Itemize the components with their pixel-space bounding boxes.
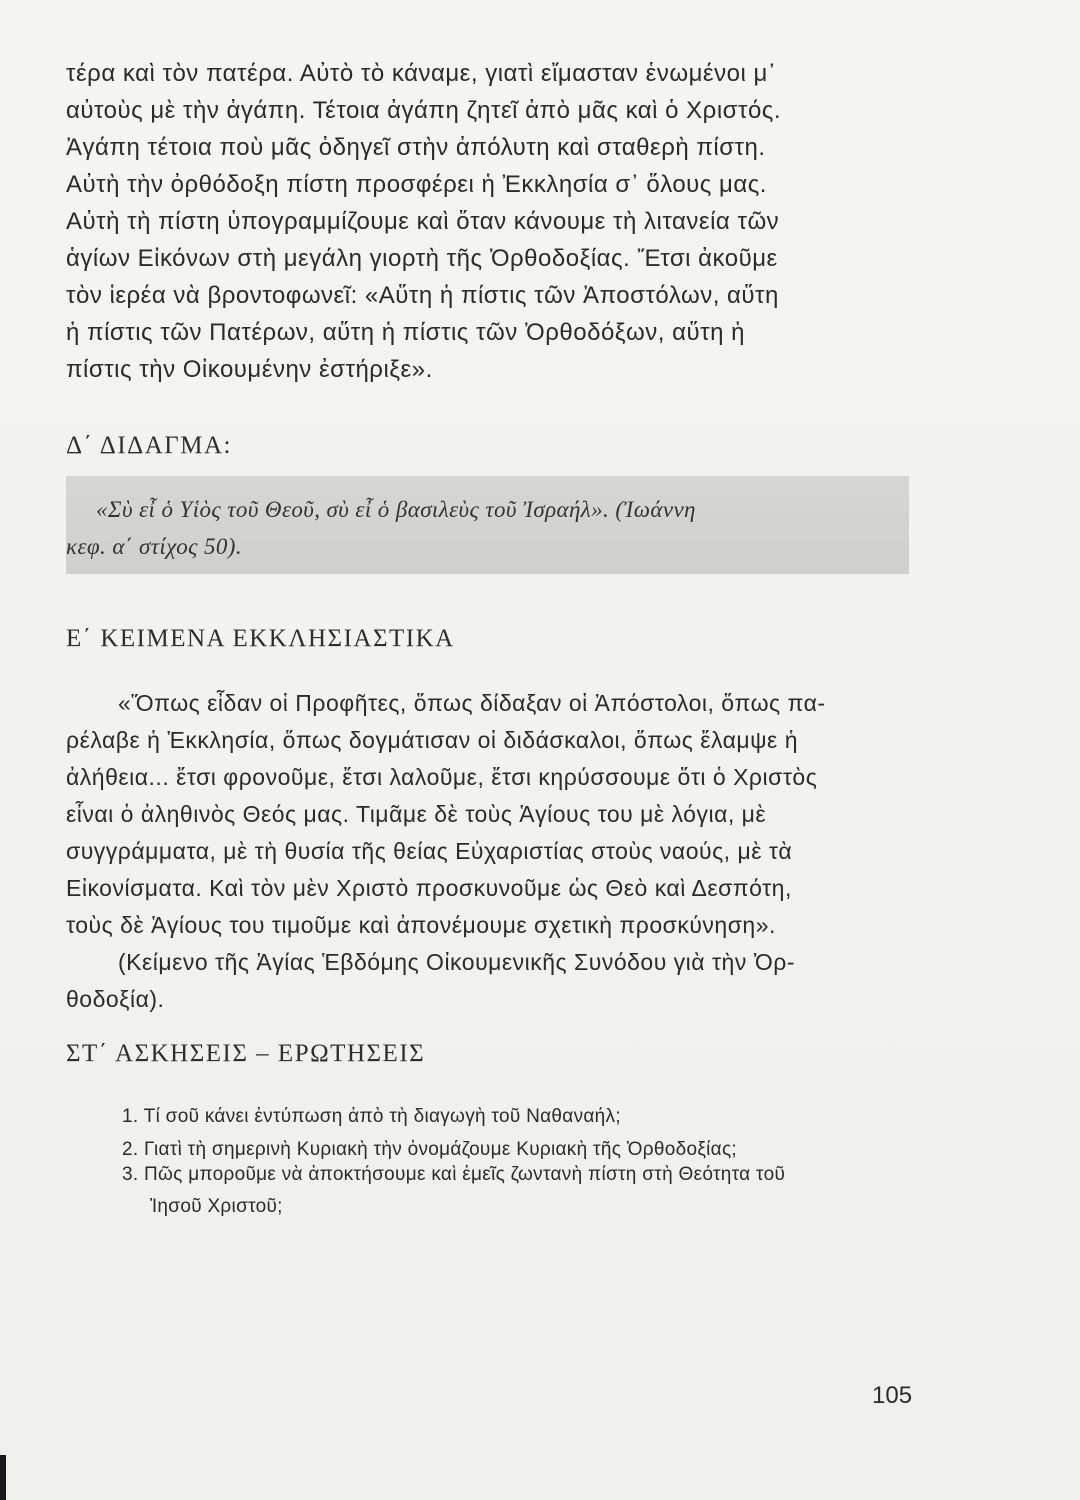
text-line: ρέλαβε ἡ Ἐκκλησία, ὅπως δογμάτισαν οἱ διδάσκαλοι, ὅπως ἔλαμψε ἡ [66,727,798,753]
question-item: Ἰησοῦ Χριστοῦ; [150,1196,283,1217]
text-line: ἀλήθεια... ἔτσι φρονοῦμε, ἔτσι λαλοῦμε, ἔτσι κηρύσσουμε ὅτι ὁ Χριστὸς [66,764,818,790]
quote-line: κεφ. α΄ στίχος 50). [66,534,243,559]
quote-line: «Σὺ εἶ ὁ Υἱὸς τοῦ Θεοῦ, σὺ εἶ ὁ βασιλεὺς τοῦ Ἰσραήλ». (Ἰωάννη [96,497,696,522]
text-line: Εἰκονίσματα. Καὶ τὸν μὲν Χριστὸ προσκυνοῦμε ὡς Θεὸ καὶ Δεσπότη, [66,875,792,901]
question-item: 2. Γιατὶ τὴ σημερινὴ Κυριακὴ τὴν ὀνομάζουμε Κυριακὴ τῆς Ὀρθοδοξίας; [122,1139,737,1160]
source-citation: (Κείμενο τῆς Ἁγίας Ἑβδόμης Οἰκουμενικῆς Συνόδου γιὰ τὴν Ὀρ- [118,949,795,975]
section-heading-didagma: Δ΄ ΔΙΔΑΓΜΑ: [66,432,232,459]
section-heading-keimena: Ε΄ ΚΕΙΜΕΝΑ ΕΚΚΛΗΣΙΑΣΤΙΚΑ [66,625,455,652]
text-line: τέρα καὶ τὸν πατέρα. Αὐτὸ τὸ κάναμε, γιατὶ εἴμασταν ἑνωμένοι μ᾽ [66,60,777,87]
text-line: πίστις τὴν Οἰκουμένην ἐστήριξε». [66,356,433,383]
source-citation: θοδοξία). [66,986,165,1012]
text-line: αὐτοὺς μὲ τὴν ἀγάπη. Τέτοια ἀγάπη ζητεῖ ἀπὸ μᾶς καὶ ὁ Χριστός. [66,97,782,124]
text-line: «Ὅπως εἶδαν οἱ Προφῆτες, ὅπως δίδαξαν οἱ Ἀπόστολοι, ὅπως πα- [118,690,826,716]
text-line: Αὐτὴ τὴν ὀρθόδοξη πίστη προσφέρει ἡ Ἐκκλησία σ᾽ ὅλους μας. [66,171,767,198]
question-item: 3. Πῶς μποροῦμε νὰ ἀποκτήσουμε καὶ ἐμεῖς ζωντανὴ πίστη στὴ Θεότητα τοῦ [122,1164,786,1185]
binding-edge [0,1455,6,1500]
text-line: Αὐτὴ τὴ πίστη ὑπογραμμίζουμε καὶ ὅταν κάνουμε τὴ λιτανεία τῶν [66,208,780,235]
section-heading-askiseis: ΣΤ΄ ΑΣΚΗΣΕΙΣ – ΕΡΩΤΗΣΕΙΣ [66,1040,426,1067]
text-line: εἶναι ὁ ἀληθινὸς Θεός μας. Τιμᾶμε δὲ τοὺς Ἁγίους του μὲ λόγια, μὲ [66,801,767,827]
text-line: τὸν ἱερέα νὰ βροντοφωνεῖ: «Αὕτη ἡ πίστις τῶν Ἀποστόλων, αὕτη [66,282,779,309]
text-line: Ἀγάπη τέτοια ποὺ μᾶς ὁδηγεῖ στὴν ἀπόλυτη καὶ σταθερὴ πίστη. [66,134,766,161]
question-item: 1. Τί σοῦ κάνει ἐντύπωση ἀπὸ τὴ διαγωγὴ τοῦ Ναθαναήλ; [122,1106,621,1127]
text-line: ἡ πίστις τῶν Πατέρων, αὕτη ἡ πίστις τῶν Ὀρθοδόξων, αὕτη ἡ [66,319,745,346]
text-line: ἁγίων Εἰκόνων στὴ μεγάλη γιορτὴ τῆς Ὀρθοδοξίας. Ἔτσι ἀκοῦμε [66,245,778,272]
text-line: συγγράμματα, μὲ τὴ θυσία τῆς θείας Εὐχαριστίας στοὺς ναούς, μὲ τὰ [66,838,793,864]
page-number: 105 [872,1382,913,1409]
text-line: τοὺς δὲ Ἁγίους του τιμοῦμε καὶ ἀπονέμουμε σχετικὴ προσκύνηση». [66,912,776,938]
